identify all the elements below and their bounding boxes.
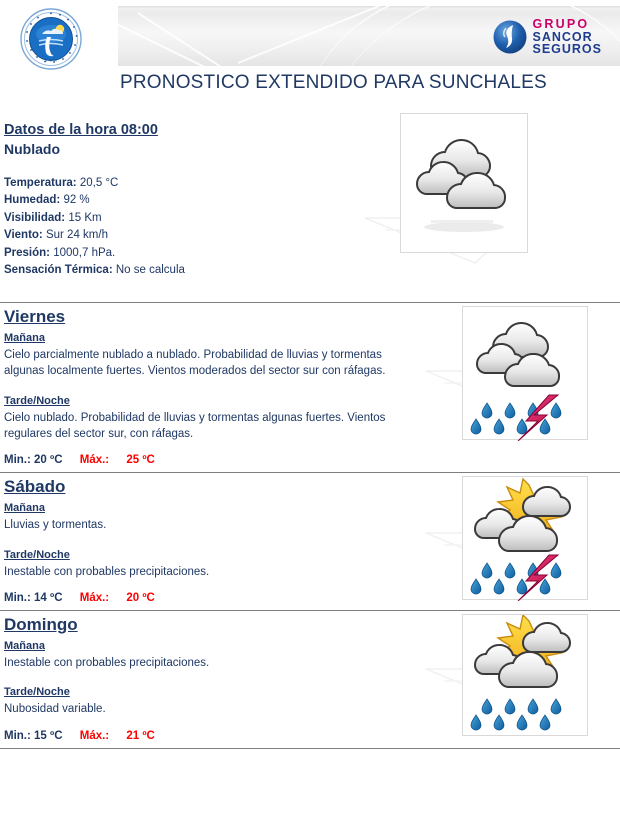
day-name: Viernes xyxy=(4,307,66,326)
forecast-icon-box-domingo xyxy=(462,614,588,736)
current-weather-icon-box xyxy=(400,113,528,253)
forecast-icon-box-sabado xyxy=(462,476,588,600)
observation-value: 92 % xyxy=(63,194,90,207)
forecast-icon-box-viernes xyxy=(462,306,588,440)
observation-label: Sensación Térmica: xyxy=(4,264,113,277)
svg-text:S M N: S M N xyxy=(44,58,58,63)
sun-cloud-rain-icon xyxy=(463,615,589,737)
min-temp-label: Min.: xyxy=(4,591,31,604)
period-label-morning: Mañana xyxy=(4,639,45,652)
current-heading: Datos de la hora 08:00 xyxy=(4,122,158,138)
sancor-mark-icon xyxy=(493,20,527,54)
observation-label: Viento: xyxy=(4,229,43,242)
max-temp-value: 20 ºC xyxy=(126,591,155,604)
brand-line-grupo: GRUPO xyxy=(532,17,590,31)
max-temp-value: 21 ºC xyxy=(126,729,155,742)
min-temp-label: Min.: xyxy=(4,454,31,467)
lightning-bolt-icon xyxy=(518,555,558,601)
observation-value: 1000,7 hPa. xyxy=(53,246,116,259)
period-label-morning: Mañana xyxy=(4,502,45,515)
min-temp-label: Min.: xyxy=(4,729,31,742)
observation-value: Sur 24 km/h xyxy=(45,229,108,242)
sancor-seguros-logo xyxy=(493,18,602,56)
current-condition: Nublado xyxy=(4,141,60,157)
brand-line-sancor: SANCOR xyxy=(532,29,593,44)
cloudy-rain-thunder-icon xyxy=(463,307,589,441)
max-temp-label: Máx.: xyxy=(79,729,110,742)
observation-label: Presión: xyxy=(4,246,51,259)
lightning-bolt-icon xyxy=(518,395,558,441)
observation-label: Humedad: xyxy=(4,194,61,207)
max-temp-label: Máx.: xyxy=(79,591,110,604)
observation-value: 20,5 °C xyxy=(79,177,119,189)
period-text-evening: Inestable con probables precipitaciones. xyxy=(4,565,210,578)
period-text-morning: Inestable con probables precipitaciones. xyxy=(4,656,210,669)
period-label-evening: Tarde/Noche xyxy=(4,686,70,699)
observation-value: 15 Km xyxy=(68,211,102,224)
smn-logo xyxy=(20,8,82,70)
current-conditions-section xyxy=(0,108,620,302)
brand-line-seguros: SEGUROS xyxy=(532,42,602,56)
forecast-day-domingo xyxy=(0,611,620,748)
period-text-evening: Cielo nublado. Probabilidad de lluvias y tormentas algunas fuertes. Vientos regulares del sector sur, con ráfagas. xyxy=(4,411,386,440)
page-header xyxy=(0,0,620,108)
page-title: PRONOSTICO EXTENDIDO PARA SUNCHALES xyxy=(120,72,547,93)
period-text-morning: Cielo parcialmente nublado a nublado. Probabilidad de lluvias y tormentas algunas localmente fuertes. Vientos moderados del sector sur con ráfagas. xyxy=(4,349,386,378)
min-temp-value: 15 ºC xyxy=(34,729,63,742)
observation-label: Visibilidad: xyxy=(4,211,66,224)
period-label-evening: Tarde/Noche xyxy=(4,548,70,561)
period-label-evening: Tarde/Noche xyxy=(4,394,70,407)
min-max-row xyxy=(4,454,620,466)
observation-value: No se calcula xyxy=(115,264,185,277)
banner-swoosh-line xyxy=(118,14,314,66)
min-temp-value: 14 ºC xyxy=(34,591,63,604)
period-text-morning: Lluvias y tormentas. xyxy=(4,519,107,532)
banner-swoosh-line xyxy=(137,12,314,66)
observation-label: Temperatura: xyxy=(4,177,77,189)
forecast-day-viernes xyxy=(0,303,620,472)
observation-row xyxy=(4,262,620,279)
period-text-evening: Nubosidad variable. xyxy=(4,703,106,716)
day-name: Domingo xyxy=(4,614,78,634)
section-divider xyxy=(0,748,620,749)
cloudy-icon xyxy=(401,114,527,252)
max-temp-value: 25 ºC xyxy=(126,454,155,467)
period-label-morning: Mañana xyxy=(4,332,45,344)
min-temp-value: 20 ºC xyxy=(34,454,63,467)
max-temp-label: Máx.: xyxy=(79,454,110,467)
sun-cloud-rain-thunder-icon xyxy=(463,477,589,601)
day-name: Sábado xyxy=(4,477,66,497)
forecast-day-sabado xyxy=(0,473,620,610)
